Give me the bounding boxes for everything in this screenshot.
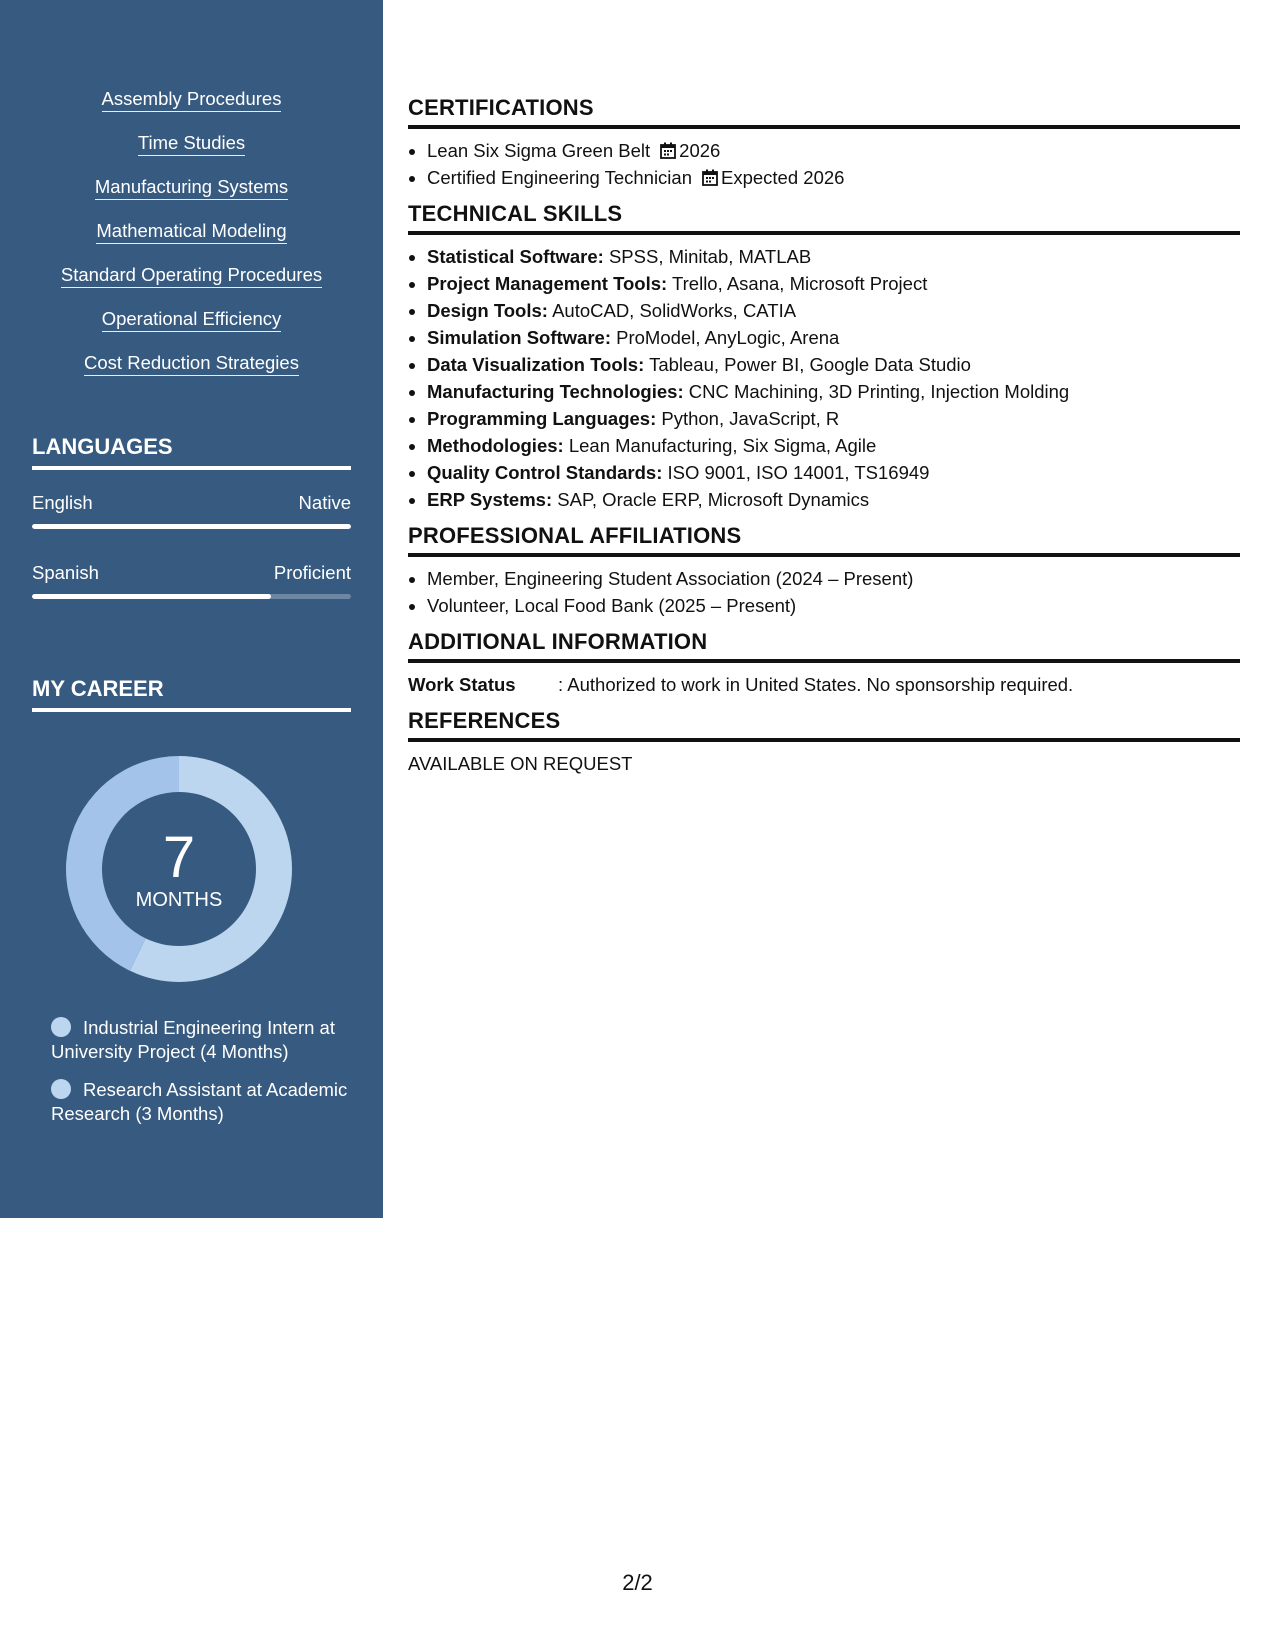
affiliations-section bbox=[408, 523, 1240, 619]
circle-dot-icon bbox=[51, 1079, 71, 1099]
skill-entry bbox=[427, 378, 1240, 405]
skill-value: ISO 9001, ISO 14001, TS16949 bbox=[667, 462, 930, 483]
work-status-label: Work Status bbox=[408, 674, 516, 695]
career-total: 7 bbox=[162, 825, 196, 890]
skill-label: Statistical Software: bbox=[427, 246, 604, 267]
skill-entry bbox=[427, 459, 1240, 486]
sidebar bbox=[0, 0, 383, 1218]
skill-value: CNC Machining, 3D Printing, Injection Molding bbox=[688, 381, 1070, 402]
career-legend-item bbox=[51, 1078, 351, 1126]
career-legend-label: Research Assistant at Academic Research (3 Months) bbox=[51, 1079, 348, 1124]
section-title: TECHNICAL SKILLS bbox=[408, 201, 1240, 235]
career-donut-chart bbox=[66, 756, 292, 982]
calendar-icon bbox=[702, 169, 718, 186]
affiliation-item: • Volunteer, Local Food Bank (2025 – Present) bbox=[427, 592, 1240, 619]
skill-label: Manufacturing Technologies: bbox=[427, 381, 684, 402]
skill-label: Methodologies: bbox=[427, 435, 564, 456]
skill-item: Manufacturing Systems bbox=[95, 175, 288, 200]
skill-entry bbox=[427, 324, 1240, 351]
skill-label: Simulation Software: bbox=[427, 327, 611, 348]
skill-entry bbox=[427, 486, 1240, 513]
language-bar-spanish bbox=[32, 594, 351, 599]
affiliation-item: • Member, Engineering Student Association (2024 – Present) bbox=[427, 565, 1240, 592]
language-name: English bbox=[32, 492, 93, 513]
technical-skills-list bbox=[408, 243, 1240, 513]
references-section bbox=[408, 708, 1240, 777]
section-title: REFERENCES bbox=[408, 708, 1240, 742]
work-status-value: : Authorized to work in United States. No sponsorship required. bbox=[558, 674, 1074, 695]
certifications-list bbox=[408, 137, 1240, 191]
skill-value: Lean Manufacturing, Six Sigma, Agile bbox=[568, 435, 877, 456]
skill-label: Data Visualization Tools: bbox=[427, 354, 645, 375]
skill-label: ERP Systems: bbox=[427, 489, 553, 510]
technical-skills-section bbox=[408, 201, 1240, 513]
certification-date: Expected 2026 bbox=[721, 167, 845, 188]
skill-value: Python, JavaScript, R bbox=[661, 408, 840, 429]
skill-item: Standard Operating Procedures bbox=[61, 263, 322, 288]
section-title: PROFESSIONAL AFFILIATIONS bbox=[408, 523, 1240, 557]
certification-name: Lean Six Sigma Green Belt bbox=[427, 140, 651, 161]
skill-value: SPSS, Minitab, MATLAB bbox=[608, 246, 812, 267]
skill-item: Time Studies bbox=[138, 131, 245, 156]
language-row-english bbox=[32, 492, 351, 514]
language-row-spanish bbox=[32, 562, 351, 584]
skill-item: Operational Efficiency bbox=[102, 307, 282, 332]
language-bar-fill bbox=[32, 594, 271, 599]
skill-label: Quality Control Standards: bbox=[427, 462, 663, 483]
skill-entry bbox=[427, 243, 1240, 270]
language-bar-english bbox=[32, 524, 351, 529]
skill-label: Project Management Tools: bbox=[427, 273, 668, 294]
skill-value: SAP, Oracle ERP, Microsoft Dynamics bbox=[557, 489, 870, 510]
skill-entry bbox=[427, 270, 1240, 297]
skill-entry bbox=[427, 432, 1240, 459]
skill-item: Mathematical Modeling bbox=[96, 219, 286, 244]
languages-heading: LANGUAGES bbox=[32, 434, 351, 470]
additional-info-section bbox=[408, 629, 1240, 698]
language-bar-fill bbox=[32, 524, 351, 529]
skill-label: Programming Languages: bbox=[427, 408, 657, 429]
career-heading: MY CAREER bbox=[32, 676, 351, 712]
skill-value: Tableau, Power BI, Google Data Studio bbox=[649, 354, 971, 375]
skill-value: AutoCAD, SolidWorks, CATIA bbox=[552, 300, 797, 321]
affiliations-list bbox=[408, 565, 1240, 619]
skill-item: Assembly Procedures bbox=[102, 87, 282, 112]
language-level: Proficient bbox=[273, 562, 351, 583]
skill-value: Trello, Asana, Microsoft Project bbox=[672, 273, 928, 294]
references-text: AVAILABLE ON REQUEST bbox=[408, 753, 633, 774]
skills-list bbox=[0, 87, 383, 395]
career-unit: MONTHS bbox=[135, 889, 223, 911]
skill-value: ProModel, AnyLogic, Arena bbox=[616, 327, 840, 348]
skill-entry bbox=[427, 297, 1240, 324]
skill-entry bbox=[427, 405, 1240, 432]
certification-item bbox=[427, 164, 1240, 191]
section-title: CERTIFICATIONS bbox=[408, 95, 1240, 129]
work-status-row bbox=[408, 671, 1240, 698]
circle-dot-icon bbox=[51, 1017, 71, 1037]
certification-date: 2026 bbox=[679, 140, 721, 161]
skill-item: Cost Reduction Strategies bbox=[84, 351, 299, 376]
career-legend-label: Industrial Engineering Intern at University Project (4 Months) bbox=[51, 1017, 335, 1062]
main-content bbox=[408, 95, 1240, 787]
certification-name: Certified Engineering Technician bbox=[427, 167, 692, 188]
donut-center bbox=[66, 756, 292, 982]
certifications-section bbox=[408, 95, 1240, 191]
language-level: Native bbox=[298, 492, 351, 513]
language-name: Spanish bbox=[32, 562, 99, 583]
skill-label: Design Tools: bbox=[427, 300, 548, 321]
skill-entry bbox=[427, 351, 1240, 378]
career-legend-item bbox=[51, 1016, 351, 1064]
page-number: 2/2 bbox=[622, 1570, 653, 1595]
certification-item bbox=[427, 137, 1240, 164]
calendar-icon bbox=[660, 142, 676, 159]
section-title: ADDITIONAL INFORMATION bbox=[408, 629, 1240, 663]
